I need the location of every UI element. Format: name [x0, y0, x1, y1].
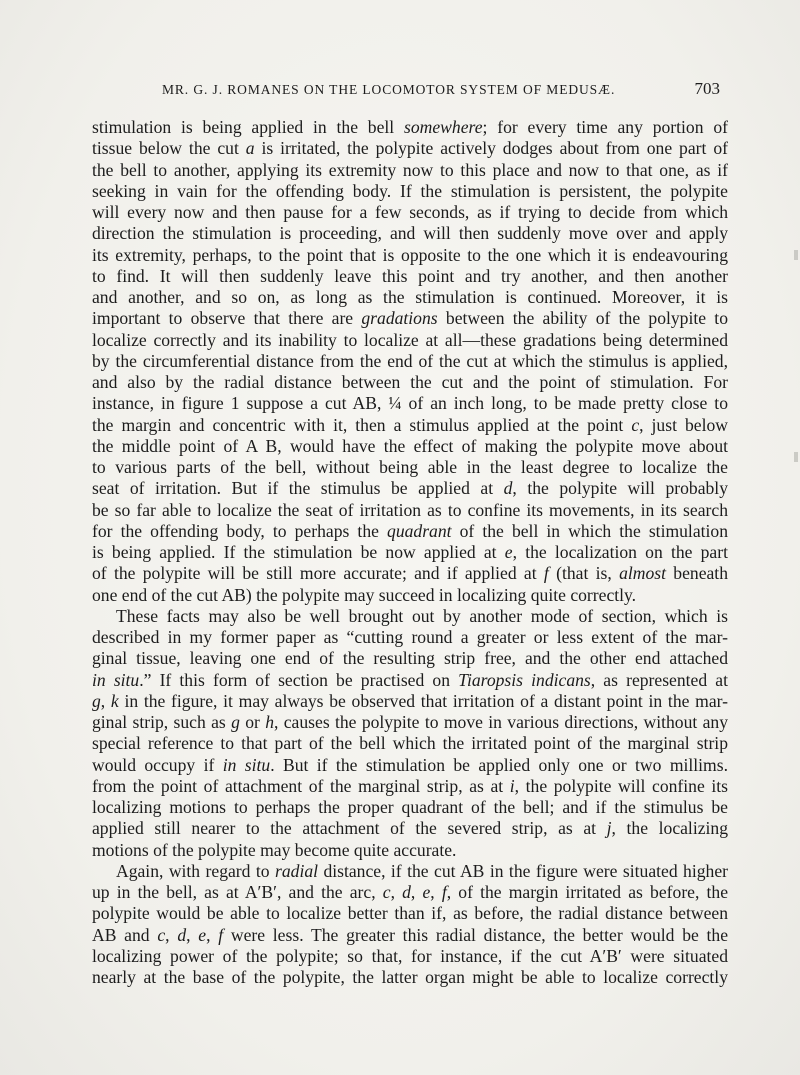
italic-term: gradations: [361, 308, 438, 329]
text-line: would occupy if in situ. But if the stimulation be applied only one or two millims.: [92, 754, 728, 775]
italic-term: somewhere: [404, 117, 483, 137]
italic-term: h: [265, 712, 275, 732]
text-line: direction the stimulation is proceeding, and will then suddenly move over and apply: [92, 223, 728, 244]
page-number: 703: [694, 79, 720, 98]
text-line: in situ.” If this form of section be practised on Tiaropsis indicans, as represented at: [92, 669, 728, 690]
text-line: motions of the polypite may become quite accurate.: [92, 839, 457, 860]
text-line: stimulation is being applied in the bell somewhere; for every time any portion of: [92, 117, 728, 137]
italic-term: a: [245, 138, 255, 159]
italic-term: d: [177, 924, 187, 945]
text-line: up in the bell, as at A′B′, and the arc, c, d, e, f, of the margin irritated as before, the: [92, 882, 729, 902]
text-line: localizing motions to perhaps the proper quadrant of the bell; and if the stimulus be: [92, 797, 728, 817]
text-line: seat of irritation. But if the stimulus be applied at d, the polypite will probably: [92, 478, 728, 499]
text-line: of the polypite will be still more accurate; and if applied at f (that is, almost beneath: [92, 563, 728, 584]
text-line: seeking in vain for the offending body. If the stimulation is persistent, the polypite: [92, 180, 728, 201]
text-line: one end of the cut AB) the polypite may succeed in localizing quite correctly.: [92, 584, 637, 605]
text-line: and also by the radial distance between the cut and the point of stimulation. For: [92, 372, 728, 392]
text-line: and another, and so on, as long as the stimulation is continued. Moreover, it is: [92, 287, 728, 307]
text-line: AB and c, d, e, f were less. The greater this radial distance, the better would be the: [92, 924, 729, 945]
italic-term: quadrant: [387, 520, 452, 541]
page-edge-mark: [794, 250, 798, 260]
italic-term: Tiaropsis indicans: [458, 669, 591, 690]
italic-term: e: [504, 542, 513, 562]
text-line: by the circumferential distance from the end of the cut at which the stimulus is applied,: [92, 350, 728, 371]
text-line: ginal strip, such as g or h, causes the polypite to move in various directions, without any: [92, 712, 728, 732]
text-line: ginal tissue, leaving one end of the resulting strip free, and the other end attached: [92, 648, 728, 669]
italic-term: j: [606, 818, 612, 839]
italic-term: c: [382, 882, 391, 902]
text-line: its extremity, perhaps, to the point that is opposite to the one which it is endeavouring: [92, 244, 728, 265]
text-line: localizing power of the polypite; so that, for instance, if the cut A′B′ were situated: [92, 945, 728, 966]
italic-term: radial: [275, 860, 319, 881]
text-line: These facts may also be well brought out by another mode of section, which is: [116, 605, 728, 626]
italic-term: i: [509, 775, 515, 796]
page-edge-mark: [794, 452, 798, 462]
italic-term: k: [110, 690, 119, 711]
italic-term: d: [503, 478, 513, 499]
body-text: [92, 117, 728, 988]
italic-term: g: [92, 690, 101, 711]
text-line: tissue below the cut a is irritated, the polypite actively dodges about from one part of: [92, 138, 728, 159]
text-line: from the point of attachment of the marginal strip, as at i, the polypite will confine its: [92, 775, 728, 796]
text-line: the margin and concentric with it, then a stimulus applied at the point c, just below: [92, 414, 728, 435]
text-line: Again, with regard to radial distance, if the cut AB in the figure were situated higher: [116, 860, 728, 881]
italic-term: almost: [619, 563, 666, 584]
italic-term: e: [198, 924, 207, 945]
italic-term: f: [441, 882, 447, 902]
running-head: [90, 79, 720, 106]
text-line: g, k in the figure, it may always be observed that irritation of a distant point in the mar-: [92, 690, 729, 711]
text-line: the middle point of A B, would have the effect of making the polypite move about: [92, 435, 728, 456]
italic-term: e: [422, 882, 431, 902]
text-line: the bell to another, applying its extremity now to this place and now to that one, as if: [92, 159, 728, 180]
text-line: applied still nearer to the attachment of the severed strip, as at j, the localizing: [92, 818, 729, 839]
text-line: to find. It will then suddenly leave this point and try another, and then another: [92, 265, 728, 286]
text-line: to various parts of the bell, without being able in the least degree to localize the: [92, 457, 728, 477]
text-line: polypite would be able to localize better than if, as before, the radial distance between: [92, 903, 728, 924]
italic-term: in situ: [222, 754, 271, 775]
text-line: localize correctly and its inability to localize at all—these gradations being determined: [92, 329, 728, 350]
text-line: nearly at the base of the polypite, the latter organ might be able to localize correctly: [92, 967, 728, 987]
italic-term: c: [631, 414, 640, 435]
italic-term: c: [157, 924, 166, 945]
italic-term: in situ: [92, 669, 140, 690]
italic-term: f: [218, 924, 224, 945]
text-line: important to observe that there are gradations between the ability of the polypite to: [92, 308, 728, 329]
italic-term: f: [543, 563, 549, 584]
text-line: special reference to that part of the bell which the irritated point of the marginal strip: [92, 733, 728, 754]
text-line: for the offending body, to perhaps the quadrant of the bell in which the stimulation: [92, 520, 729, 541]
running-title: MR. G. J. ROMANES ON THE LOCOMOTOR SYSTEM OF MEDUSÆ.: [162, 82, 616, 97]
italic-term: g: [231, 712, 240, 732]
text-line: instance, in figure 1 suppose a cut AB, ¼ of an inch long, to be made pretty close to: [92, 393, 728, 414]
text-line: is being applied. If the stimulation be now applied at e, the localization on the part: [92, 542, 728, 562]
text-line: be so far able to localize the seat of irritation as to confine its movements, in its search: [92, 499, 728, 520]
italic-term: d: [402, 882, 411, 902]
text-line: described in my former paper as “cutting round a greater or less extent of the mar-: [92, 627, 728, 647]
text-line: will every now and then pause for a few seconds, as if trying to decide from which: [92, 202, 728, 222]
